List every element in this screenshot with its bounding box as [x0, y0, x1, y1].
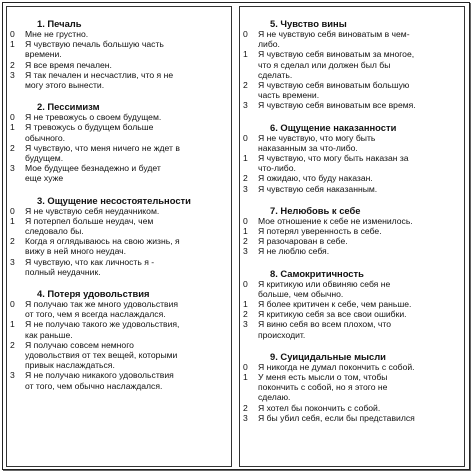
option-number: 2: [10, 142, 15, 153]
option-text: Я критикую себя за все свои ошибки.: [258, 309, 407, 320]
option-number: 3: [243, 319, 248, 330]
questionnaire-page: [2, 2, 470, 470]
section-title: 6. Ощущение наказанности: [270, 121, 397, 133]
option-text: Я ожидаю, что буду наказан.: [258, 173, 373, 184]
option-text: Я чувствую, что могу быть наказан за что-либо.: [258, 153, 409, 174]
section-self-dislike: [240, 205, 464, 257]
answer-option: [240, 279, 464, 299]
answer-option: [240, 236, 464, 246]
option-number: 2: [243, 309, 248, 320]
answer-option: [240, 246, 464, 256]
option-text: Я чувствую себя виноватым все время.: [258, 100, 416, 111]
option-number: 2: [10, 339, 15, 350]
option-number: 2: [243, 236, 248, 247]
option-number: 0: [10, 299, 15, 310]
option-text: Мне не грустно.: [25, 29, 89, 39]
answer-option: [7, 39, 231, 59]
answer-option: [7, 29, 231, 39]
option-number: 3: [10, 163, 15, 174]
answer-option: [7, 340, 231, 371]
option-number: 3: [243, 100, 248, 111]
answer-option: [240, 403, 464, 413]
answer-option: [7, 319, 231, 339]
answer-option: [240, 173, 464, 183]
option-text: Я получаю совсем немного удовольствия от тех вещей, которыми привык наслаждаться.: [25, 339, 178, 371]
option-text: Я чувствую себя виноватым большую часть времени.: [258, 80, 410, 101]
section-title: 3. Ощущение несостоятельности: [37, 194, 191, 206]
answer-option: [7, 299, 231, 319]
option-text: Я хотел бы покончить с собой.: [258, 402, 381, 413]
option-number: 0: [243, 361, 248, 372]
option-text: Я чувствую себя наказанным.: [258, 183, 378, 194]
left-column: [6, 6, 232, 467]
option-text: Я не получаю такого же удовольствия, как раньше.: [25, 319, 180, 340]
section-title: 2. Пессимизм: [37, 101, 100, 113]
option-number: 0: [243, 132, 248, 143]
option-number: 1: [10, 215, 15, 226]
option-number: 1: [243, 49, 248, 60]
option-text: Я чувствую печаль большую часть времени.: [25, 39, 164, 60]
option-number: 3: [243, 412, 248, 423]
answer-option: [240, 49, 464, 80]
option-text: Я виню себя во всем плохом, что происходит.: [258, 319, 391, 340]
answer-option: [240, 413, 464, 423]
answer-option: [7, 122, 231, 142]
section-title: 8. Самокритичность: [270, 267, 364, 279]
section-title: 9. Суицидальные мысли: [270, 350, 386, 362]
answer-option: [240, 133, 464, 153]
option-text: Я не получаю никакого удовольствия от того, чем обычно наслаждался.: [25, 370, 174, 391]
answer-option: [240, 226, 464, 236]
option-number: 0: [243, 278, 248, 289]
section-title: 1. Печаль: [37, 18, 82, 29]
option-text: Когда я оглядываюсь на свою жизнь, я вижу в ней много неудач.: [25, 236, 180, 257]
option-number: 3: [10, 256, 15, 267]
section-title: 7. Нелюбовь к себе: [270, 204, 361, 216]
option-text: Я не чувствую, что могу быть наказанным за что-либо.: [258, 132, 376, 153]
answer-option: [240, 184, 464, 194]
option-number: 0: [243, 215, 248, 226]
option-number: 0: [10, 112, 15, 123]
answer-option: [7, 163, 231, 183]
option-text: Я никогда не думал покончить с собой.: [258, 361, 415, 372]
option-text: Я не тревожусь о своем будущем.: [25, 112, 162, 123]
option-number: 2: [243, 80, 248, 91]
section-title: 5. Чувство вины: [270, 18, 347, 29]
option-text: Я потерял уверенность в себе.: [258, 226, 382, 237]
answer-option: [240, 153, 464, 173]
answer-option: [240, 299, 464, 309]
option-number: 1: [243, 226, 248, 237]
option-number: 2: [243, 173, 248, 184]
option-text: Я получаю так же много удовольствия от того, чем я всегда наслаждался.: [25, 299, 179, 320]
answer-option: [7, 70, 231, 90]
option-text: Я чувствую себя виноватым за многое, что я сделал или должен был бы сделать.: [258, 49, 415, 80]
option-text: Я не чувствую себя неудачником.: [25, 205, 160, 216]
option-number: 2: [10, 59, 15, 70]
answer-option: [7, 60, 231, 70]
option-text: Я критикую или обвиняю себя не больше, чем обычно.: [258, 278, 391, 299]
answer-option: [240, 309, 464, 319]
section-pessimism: [7, 101, 231, 183]
option-number: 0: [243, 29, 248, 39]
option-text: Я не люблю себя.: [258, 246, 330, 257]
option-number: 1: [10, 319, 15, 330]
option-number: 1: [243, 372, 248, 383]
option-text: Я разочарован в себе.: [258, 236, 348, 247]
option-number: 2: [243, 402, 248, 413]
option-number: 3: [243, 183, 248, 194]
section-loss-of-pleasure: [7, 288, 231, 391]
option-text: Я чувствую, что как личность я - полный неудачник.: [25, 256, 155, 277]
option-text: Я не чувствую себя виноватым в чем- либо.: [258, 29, 410, 50]
answer-option: [240, 29, 464, 49]
option-text: У меня есть мысли о том, чтобы покончить с собой, но я этого не сделаю.: [258, 372, 388, 403]
option-text: Я потерпел больше неудач, чем следовало бы.: [25, 215, 154, 237]
section-punishment: [240, 122, 464, 194]
section-suicidal-thoughts: [240, 351, 464, 423]
answer-option: [240, 319, 464, 339]
section-title: 4. Потеря удовольствия: [37, 288, 150, 300]
section-failure: [7, 195, 231, 277]
option-text: Я более критичен к себе, чем раньше.: [258, 299, 412, 310]
answer-option: [7, 236, 231, 256]
option-number: 1: [10, 122, 15, 133]
answer-option: [240, 80, 464, 100]
answer-option: [240, 100, 464, 110]
section-guilt: [240, 18, 464, 111]
option-number: 3: [10, 370, 15, 381]
answer-option: [7, 206, 231, 216]
option-text: Мое отношение к себе не изменилось.: [258, 215, 413, 226]
answer-option: [7, 257, 231, 277]
option-text: Я так печален и несчастлив, что я не могу этого вынести.: [25, 69, 174, 91]
option-number: 3: [10, 69, 15, 80]
right-column: [239, 6, 465, 467]
option-number: 1: [243, 299, 248, 310]
option-text: Я чувствую, что меня ничего не ждет в будущем.: [25, 142, 180, 164]
option-text: Я тревожусь о будущем больше обычного.: [25, 122, 154, 143]
answer-option: [240, 216, 464, 226]
section-sadness: [7, 18, 231, 90]
answer-option: [7, 112, 231, 122]
option-number: 0: [10, 29, 15, 39]
option-number: 2: [10, 236, 15, 247]
option-number: 1: [243, 153, 248, 164]
option-number: 3: [243, 246, 248, 257]
answer-option: [240, 372, 464, 403]
option-number: 0: [10, 205, 15, 216]
answer-option: [7, 216, 231, 236]
option-text: Я все время печален.: [25, 59, 112, 70]
option-text: Я бы убил себя, если бы представился: [258, 412, 415, 423]
option-text: Мое будущее безнадежно и будет еще хуже: [25, 163, 161, 184]
answer-option: [7, 370, 231, 390]
answer-option: [7, 143, 231, 163]
answer-option: [240, 362, 464, 372]
option-number: 1: [10, 39, 15, 50]
section-self-criticism: [240, 268, 464, 340]
